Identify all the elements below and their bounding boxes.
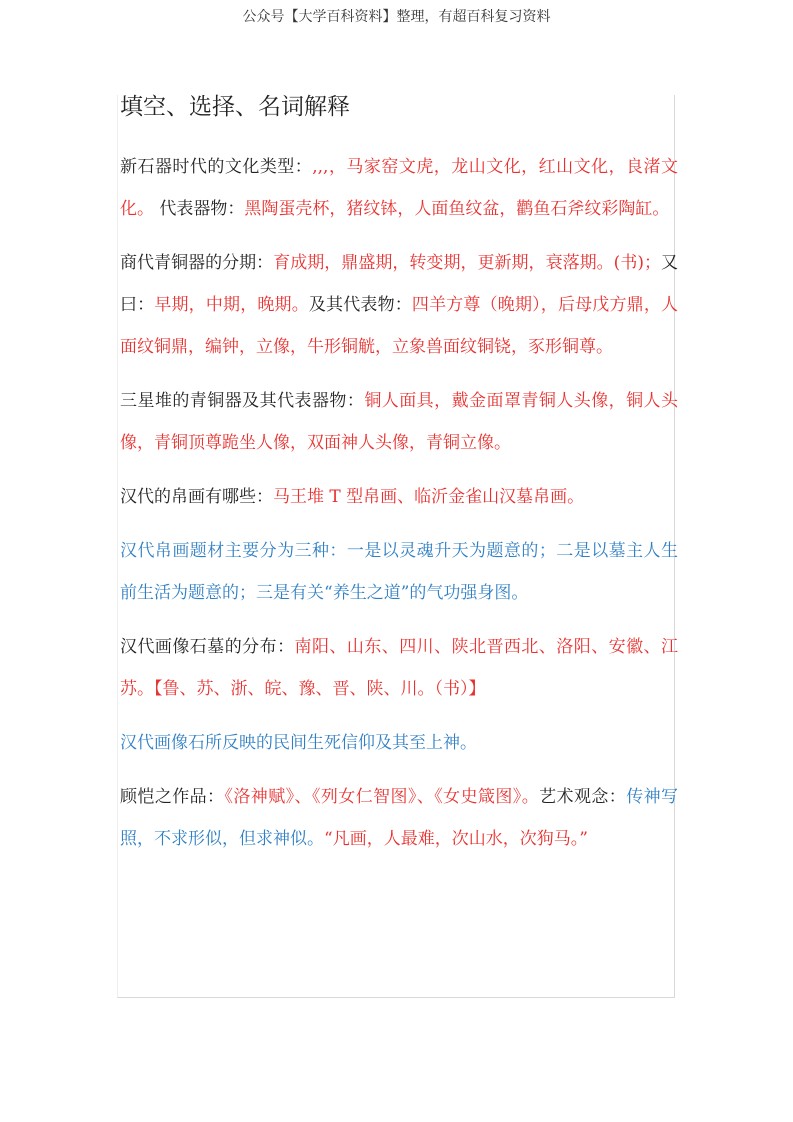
text-run: 育成期，鼎盛期，转变期，更新期，衰落期。(书)； [273, 253, 661, 273]
paragraph [120, 380, 678, 464]
text-run: 南阳、山东、四川、陕北晋西北、洛阳、安徽、江苏。【鲁、苏、浙、皖、豫、晋、陕、川。（书）】 [120, 637, 678, 699]
text-run: “凡画，人最难，次山水，次狗马。” [324, 829, 588, 849]
text-run: 代表器物： [154, 199, 245, 219]
paragraph [120, 242, 678, 368]
text-run: ,,,，马家窑文虎，龙山文化，红山文化，良渚文化。 [120, 157, 678, 219]
paragraph [120, 722, 678, 764]
text-run: 又曰： [120, 253, 679, 315]
text-run: 早期，中期，晚期。 [154, 295, 309, 315]
text-run: 及其代表物： [308, 295, 412, 315]
text-run: 马王堆 T 型帛画、临沂金雀山汉墓帛画。 [273, 487, 585, 507]
page-header: 公众号【大学百科资料】整理，有超百科复习资料 [242, 9, 551, 25]
text-run: 汉代画像石墓的分布： [120, 637, 295, 657]
text-run: 商代青铜器的分期： [120, 253, 274, 273]
text-run: 汉代画像石所反映的民间生死信仰及其至上神。 [120, 733, 477, 753]
text-run: 艺术观念： [539, 787, 627, 807]
text-run: 铜人面具，戴金面罩青铜人头像，铜人头像，青铜顶尊跪坐人像，双面神人头像，青铜立像。 [120, 391, 679, 453]
text-run: 汉代的帛画有哪些： [120, 487, 273, 507]
paragraph [120, 476, 678, 518]
section-title: 填空、选择、名词解释 [120, 94, 350, 120]
paragraph-list [120, 146, 678, 860]
text-run: 传神写照，不求形似，但求神似。 [120, 787, 679, 849]
text-run: 《洛神赋》、《列女仁智图》、《女史箴图》。 [224, 787, 540, 807]
text-run: 黑陶蛋壳杯，猪纹钵，人面鱼纹盆，鹳鱼石斧纹彩陶缸。 [244, 199, 670, 219]
text-run: 新石器时代的文化类型： [120, 157, 313, 177]
text-run: 顾恺之作品： [120, 787, 225, 807]
text-run: 四羊方尊（晚期），后母戊方鼎，人面纹铜鼎，编钟，立像，牛形铜觥，立象兽面纹铜铙，豕形铜尊。 [120, 295, 678, 357]
paragraph [120, 530, 678, 614]
paragraph [120, 146, 678, 230]
paragraph [120, 626, 678, 710]
paragraph [120, 776, 678, 860]
document-body [120, 88, 678, 872]
text-run: 汉代帛画题材主要分为三种：一是以灵魂升天为题意的；二是以墓主人生前生活为题意的；三是有关“养生之道”的气功强身图。 [120, 541, 678, 603]
text-run: 三星堆的青铜器及其代表器物： [120, 391, 365, 411]
